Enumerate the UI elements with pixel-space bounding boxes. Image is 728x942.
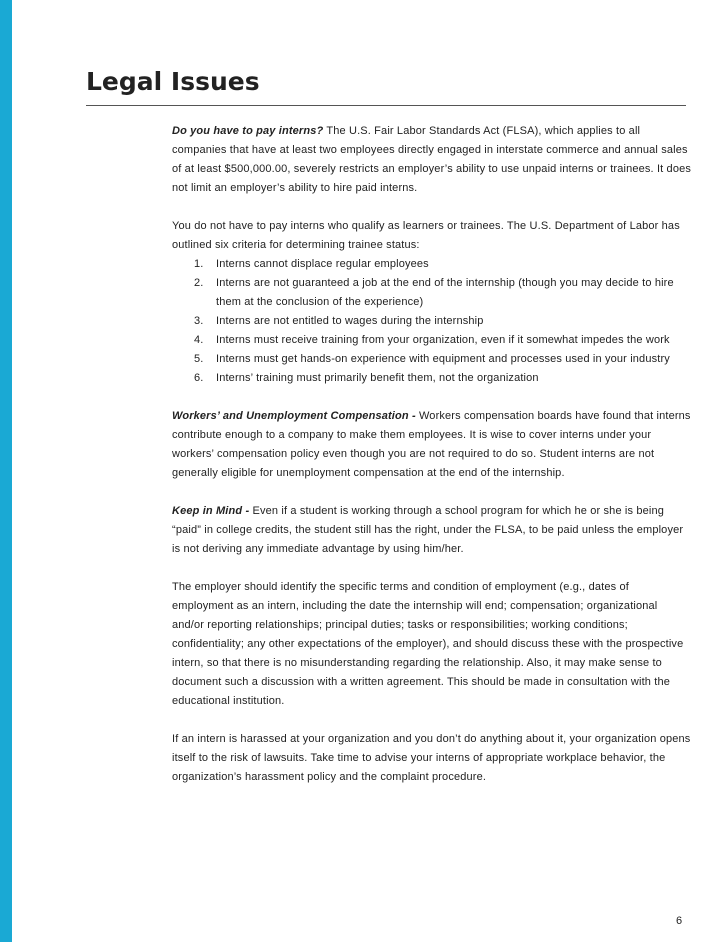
list-text: Interns must get hands-on experience with equipment and processes used in your industry (216, 353, 670, 365)
body-content (172, 122, 692, 806)
paragraph-trainee-status: You do not have to pay interns who qualify as learners or trainees. The U.S. Department of Labor has outlined six criteria for determining trainee status: (172, 220, 680, 251)
title-divider (86, 105, 686, 106)
list-text: Interns’ training must primarily benefit them, not the organization (216, 372, 539, 384)
paragraph-pay-interns (172, 122, 692, 198)
trainee-criteria-list (172, 255, 692, 388)
list-number: 6. (194, 372, 204, 384)
lead-workers-compensation: Workers’ and Unemployment Compensation - (172, 410, 416, 422)
list-text: Interns cannot displace regular employees (216, 258, 429, 270)
lead-keep-in-mind: Keep in Mind - (172, 505, 250, 517)
paragraph-keep-in-mind (172, 502, 692, 559)
list-item (172, 255, 692, 274)
list-number: 4. (194, 334, 204, 346)
list-item (172, 331, 692, 350)
list-item (172, 350, 692, 369)
list-item (172, 369, 692, 388)
list-text: Interns are not entitled to wages during the internship (216, 315, 484, 327)
list-number: 3. (194, 315, 204, 327)
list-number: 2. (194, 277, 204, 289)
list-item (172, 312, 692, 331)
lead-pay-interns: Do you have to pay interns? (172, 125, 324, 137)
list-number: 5. (194, 353, 204, 365)
page-title: Legal Issues (86, 67, 260, 96)
accent-side-bar (0, 0, 12, 942)
paragraph-employment-terms: The employer should identify the specific terms and condition of employment (e.g., dates of employment as an intern, including the date the internship will end; compensation; organizational and/or reporting relationships; principal duties; tasks or responsibilities; working conditions; confidentiality; any other expectations of the employer), and should discuss these with the prospective intern, so that there is no misunderstanding regarding the relationship. Also, it may make sense to document such a discussion with a written agreement. This should be made in consultation with the educational institution. (172, 581, 684, 707)
text-pay-interns: The U.S. Fair Labor Standards Act (FLSA), which applies to all companies that have at least two employees directly engaged in interstate commerce and annual sales of at least $500,000.00, severely restricts an employer’s ability to use unpaid interns or trainees. It does not limit an employer’s ability to hire paid interns. (172, 125, 692, 194)
list-text: Interns must receive training from your organization, even if it somewhat impedes the work (216, 334, 670, 346)
text-keep-in-mind: Even if a student is working through a school program for which he or she is being “paid” in college credits, the student still has the right, under the FLSA, to be paid unless the employer is not deriving any immediate advantage by using him/her. (172, 505, 684, 555)
list-text: Interns are not guaranteed a job at the end of the internship (though you may decide to hire them at the conclusion of the experience) (216, 277, 674, 308)
paragraph-workers-compensation (172, 407, 692, 483)
text-workers-compensation: Workers compensation boards have found that interns contribute enough to a company to make them employees. It is wise to cover interns under your workers’ compensation policy even though you are not required to do so. Student interns are not generally eligible for unemployment compensation at the end of the internship. (172, 410, 691, 479)
list-item (172, 274, 692, 312)
list-number: 1. (194, 258, 204, 270)
paragraph-harassment: If an intern is harassed at your organization and you don’t do anything about it, your organization opens itself to the risk of lawsuits. Take time to advise your interns of appropriate workplace behavior, the organization’s harassment policy and the complaint procedure. (172, 733, 691, 783)
page-number: 6 (676, 915, 683, 927)
